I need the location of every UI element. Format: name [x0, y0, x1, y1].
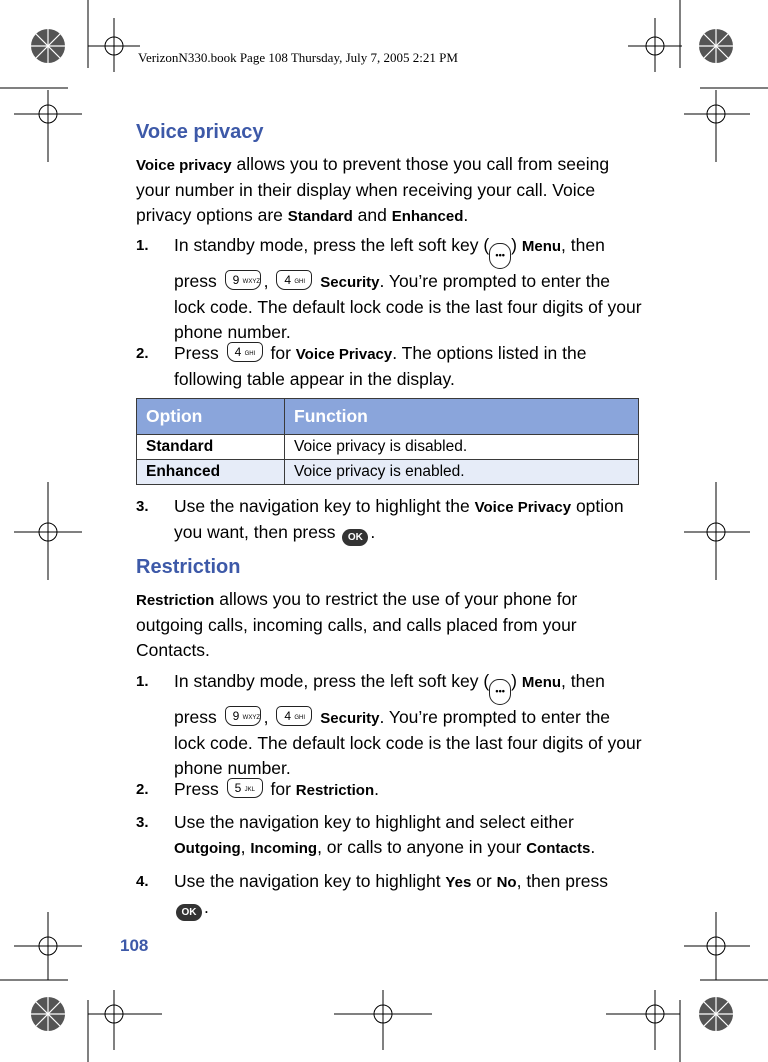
left-soft-key-icon: •••	[489, 243, 511, 269]
voice-privacy-intro: Voice privacy allows you to prevent those you call from seeing your number in their display when receiving your call. Voice privacy options are Standard and Enhanced.	[136, 154, 610, 225]
ok-key-icon: OK	[176, 904, 202, 921]
section-title-restriction: Restriction	[136, 556, 241, 578]
ok-key-icon: OK	[342, 529, 368, 546]
key-4-icon: 4 GHI	[227, 342, 263, 362]
key-5-icon: 5 JKL	[227, 778, 263, 798]
book-header: VerizonN330.book Page 108 Thursday, July 7, 2005 2:21 PM	[138, 50, 458, 65]
left-soft-key-icon: •••	[489, 679, 511, 705]
table-header-function: Function	[285, 399, 639, 435]
key-9-icon: 9 WXYZ	[225, 270, 261, 290]
voice-privacy-options-table	[136, 398, 639, 485]
table-row	[137, 435, 639, 460]
table-header-row	[137, 399, 639, 435]
table-cell-function: Voice privacy is enabled.	[285, 460, 639, 485]
table-row	[137, 460, 639, 485]
key-9-icon: 9 WXYZ	[225, 706, 261, 726]
key-4-icon: 4 GHI	[276, 270, 312, 290]
page-number: 108	[120, 936, 149, 955]
section-title-voice-privacy: Voice privacy	[136, 121, 264, 143]
restriction-intro: Restriction allows you to restrict the use of your phone for outgoing calls, incoming calls, and calls placed from your Contacts.	[136, 589, 578, 660]
table-cell-option: Standard	[137, 435, 285, 460]
table-cell-option: Enhanced	[137, 460, 285, 485]
key-4-icon: 4 GHI	[276, 706, 312, 726]
table-header-option: Option	[137, 399, 285, 435]
table-cell-function: Voice privacy is disabled.	[285, 435, 639, 460]
